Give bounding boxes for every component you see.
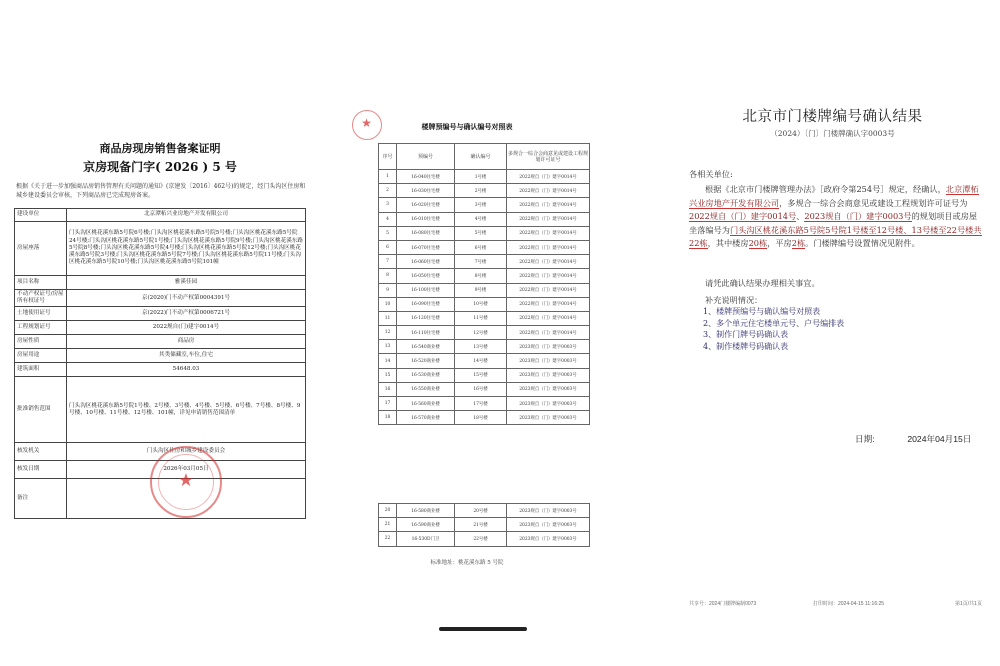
table-header-row	[379, 144, 590, 170]
permit-number: 2022规自（门）建字0014号	[507, 255, 590, 269]
permit-number: 2023规自（门）建字0003号	[507, 340, 590, 354]
permit-number: 2022规自（门）建字0014号	[507, 170, 590, 184]
table-row	[379, 382, 590, 396]
pre-number: 16-090住宅楼	[397, 297, 455, 311]
footer-print-time: 打印时间：2024-04-15 11:16:25	[813, 601, 885, 607]
row-index: 2	[379, 184, 397, 198]
row-index: 11	[379, 311, 397, 325]
instruction-text: 请凭此确认结果办理相关事宜。	[705, 278, 820, 288]
row-index: 12	[379, 326, 397, 340]
row-index: 22	[379, 532, 397, 546]
salutation: 各相关单位:	[689, 169, 733, 179]
table-row	[379, 226, 590, 240]
pre-number: 16-590商业楼	[397, 518, 455, 532]
list-item: 3、制作门牌号码确认表	[703, 330, 789, 339]
row-index: 15	[379, 368, 397, 382]
table-row	[15, 377, 306, 443]
permit-number: 2023规自（门）建字0003号	[507, 382, 590, 396]
confirmed-number: 7号楼	[455, 255, 507, 269]
permit-number: 2023规自（门）建字0003号	[507, 518, 590, 532]
confirmed-number: 16号楼	[455, 382, 507, 396]
permit-number: 2023规自（门）建字0003号	[507, 368, 590, 382]
list-item: 1、楼牌预编号与确认编号对照表	[703, 307, 821, 316]
issue-date	[855, 433, 971, 445]
table-row	[15, 290, 306, 307]
pre-number: 16-100住宅楼	[397, 283, 455, 297]
confirmation-title: 北京市门楼牌编号确认结果	[742, 109, 923, 125]
table-row	[379, 283, 590, 297]
row-value: 商品房	[67, 335, 306, 349]
pre-number: 16-580商业楼	[397, 504, 455, 518]
table-row	[379, 518, 590, 532]
date-value: 2024年04月15日	[907, 434, 972, 444]
pre-number: 16-050住宅楼	[397, 269, 455, 283]
number-mapping-table-continued	[378, 503, 590, 547]
table-row	[379, 368, 590, 382]
certificate-number: 京房现备门字( 2026 ) 5 号	[83, 160, 237, 174]
row-label: 批准销售范围	[15, 377, 67, 443]
permit-number: 2022规自（门）建字0014号	[507, 326, 590, 340]
row-index: 1	[379, 170, 397, 184]
col-header: 序号	[379, 144, 397, 170]
pre-number: 16-530商业楼	[397, 368, 455, 382]
row-label: 核发机关	[15, 443, 67, 461]
permit-number: 2022规自（门）建字0014号	[507, 184, 590, 198]
row-label: 核发日期	[15, 461, 67, 479]
permit-number: 2023规自（门）建字0003号	[507, 532, 590, 546]
footer-share-number: 共享号：2024门楼牌编制0073	[689, 601, 757, 607]
row-value: 2026年03月05日	[67, 461, 306, 479]
sales-record-certificate	[0, 94, 320, 634]
permit-number: 2022规自（门）建字0014号	[507, 297, 590, 311]
pre-number: 16-120住宅楼	[397, 311, 455, 325]
col-header: 确认编号	[455, 144, 507, 170]
pre-number: 16-550商业楼	[397, 382, 455, 396]
table-row	[379, 326, 590, 340]
row-label: 土地使用证号	[15, 307, 67, 321]
row-value: 门头沟区桃花溪东路5号院6号楼;门头沟区桃花溪东路5号院5号楼;门头沟区桃花溪东路5号院24号楼;门头沟区桃花溪东路5号院1号楼;门头沟区桃花溪东路5号院9号楼;门头沟区桃花溪东路5号院8号楼;门头沟区桃花溪东路5号院4号楼;门头沟区桃花溪东路5号院12号楼;门头沟区桃花溪东路5号院3号楼;门头沟区桃花溪东路5号院7号楼;门头沟区桃花溪东路5号院11号楼;门头沟区桃花溪东路5号院10号楼;门头沟区桃花溪东路5号院101幢	[67, 222, 306, 276]
table-row	[379, 170, 590, 184]
row-label: 建筑面积	[15, 363, 67, 377]
pre-number: 16-540商业楼	[397, 340, 455, 354]
table-row	[379, 212, 590, 226]
row-index: 3	[379, 198, 397, 212]
table-row	[379, 311, 590, 325]
certificate-intro: 根据《关于进一步加强商品房销售管理有关问题的通知》(京建发〔2016〕462号)的规定，经门头沟区住房和城乡建设委员会审核，下列商品房已完成现房备案。	[16, 183, 306, 199]
door-plate-confirmation	[665, 88, 1000, 636]
table-row	[379, 354, 590, 368]
permit-number: 2023规自（门）建字0003号	[507, 397, 590, 411]
pre-number: 16-070住宅楼	[397, 240, 455, 254]
building-number-table-page	[342, 94, 622, 634]
row-index: 16	[379, 382, 397, 396]
permit-number: 2023规自（门）建字0003号	[507, 354, 590, 368]
confirmation-body: 根据《北京市门楼牌管理办法》［政府令第254号］规定，经确认，北京潭柘兴业房地产开发有限公司，多规合一综合会商意见或建设工程规划许可证号为2022规自（门）建字0014号、2023规自（门）建字0003号的规划项目或房屋坐落编号为门头沟区桃花溪东路5号院5号院1号楼至12号楼、13号楼至22号楼共22栋，其中楼房20栋，平房2栋。门楼牌编号设置情况见附件。	[689, 184, 982, 249]
pre-number: 16-040住宅楼	[397, 170, 455, 184]
confirmed-number: 1号楼	[455, 170, 507, 184]
col-header: 多规合一综合会商意见或建设工程规划许可证号	[507, 144, 590, 170]
row-value: 2022规自(门)建字0014号	[67, 321, 306, 335]
confirmed-number: 12号楼	[455, 326, 507, 340]
standard-address: 标准地址：桃花溪东路 5 号院	[430, 560, 504, 566]
permit-number: 2022规自（门）建字0014号	[507, 212, 590, 226]
row-index: 8	[379, 269, 397, 283]
footer-page-number: 第1页/共1页	[955, 601, 982, 607]
permit-number: 2023规自（门）建字0003号	[507, 411, 590, 425]
table-row	[15, 335, 306, 349]
permit-number: 2022规自（门）建字0014号	[507, 226, 590, 240]
pre-number: 16-060住宅楼	[397, 255, 455, 269]
row-index: 17	[379, 397, 397, 411]
certificate-title: 商品房现房销售备案证明	[99, 142, 221, 155]
confirmation-number: （2024）〔门〕门楼牌确认字0003号	[770, 129, 895, 138]
confirmed-number: 13号楼	[455, 340, 507, 354]
row-value: 54648.03	[67, 363, 306, 377]
confirmed-number: 9号楼	[455, 283, 507, 297]
table-row	[15, 363, 306, 377]
row-index: 7	[379, 255, 397, 269]
confirmed-number: 3号楼	[455, 198, 507, 212]
pre-number: 16-080住宅楼	[397, 226, 455, 240]
row-index: 10	[379, 297, 397, 311]
confirmed-number: 6号楼	[455, 240, 507, 254]
confirmed-number: 11号楼	[455, 311, 507, 325]
permit-number: 2022规自（门）建字0014号	[507, 311, 590, 325]
row-index: 5	[379, 226, 397, 240]
row-label: 房屋座落	[15, 222, 67, 276]
row-value: 雅溪佳园	[67, 276, 306, 290]
confirmed-number: 8号楼	[455, 269, 507, 283]
permit-number: 2022规自（门）建字0014号	[507, 198, 590, 212]
confirmed-number: 17号楼	[455, 397, 507, 411]
pre-number: 16-560商业楼	[397, 397, 455, 411]
row-value: 京(2022)门不动产权第0006721号	[67, 307, 306, 321]
row-value: 北京潭柘兴业房地产开发有限公司	[67, 209, 306, 222]
table-row	[15, 276, 306, 290]
row-value: 门头沟区住房和城乡建设委员会	[67, 443, 306, 461]
row-index: 13	[379, 340, 397, 354]
home-indicator[interactable]	[439, 627, 527, 631]
table-row	[379, 411, 590, 425]
pre-number: 16-520商业楼	[397, 354, 455, 368]
row-index: 9	[379, 283, 397, 297]
official-seal: ★	[352, 110, 382, 140]
row-label: 工程规划证号	[15, 321, 67, 335]
permit-number: 2022规自（门）建字0014号	[507, 283, 590, 297]
permit-number: 2022规自（门）建字0014号	[507, 240, 590, 254]
confirmed-number: 4号楼	[455, 212, 507, 226]
table-row	[379, 532, 590, 546]
row-label: 备注	[15, 479, 67, 519]
confirmed-number: 18号楼	[455, 411, 507, 425]
table-row	[15, 321, 306, 335]
table-row	[15, 307, 306, 321]
list-item: 4、制作楼牌号码确认表	[703, 341, 789, 351]
col-header: 预编号	[397, 144, 455, 170]
table-row	[15, 222, 306, 276]
table-row	[15, 349, 306, 363]
row-value: 门头沟区桃花溪东路5号院1号楼、2号楼、3号楼、4号楼、5号楼、6号楼、7号楼、8号楼、9号楼、10号楼、11号楼、12号楼、101幢，详见申请销售范围清单	[67, 377, 306, 443]
row-index: 20	[379, 504, 397, 518]
table-row	[379, 240, 590, 254]
row-index: 18	[379, 411, 397, 425]
row-value: 其类储藏室,车位,住宅	[67, 349, 306, 363]
pre-number: 16-010住宅楼	[397, 212, 455, 226]
table-row	[379, 269, 590, 283]
date-label: 日期:	[855, 434, 875, 444]
list-item: 2、多个单元住宅楼单元号、户号编排表	[703, 318, 845, 328]
confirmed-number: 14号楼	[455, 354, 507, 368]
table-row	[379, 297, 590, 311]
confirmed-number: 15号楼	[455, 368, 507, 382]
table-row	[379, 255, 590, 269]
row-label: 不动产权证号/房屋所有权证号	[15, 290, 67, 307]
row-label: 房屋性质	[15, 335, 67, 349]
table-row	[379, 340, 590, 354]
supplement-title: 补充说明情况：	[705, 295, 763, 305]
row-label: 建设单位	[15, 209, 67, 222]
pre-number: 16-530D门卫	[397, 532, 455, 546]
pre-number: 16-570商业楼	[397, 411, 455, 425]
table-row	[379, 397, 590, 411]
table-row	[379, 198, 590, 212]
row-index: 21	[379, 518, 397, 532]
table-row	[379, 184, 590, 198]
confirmed-number: 21号楼	[455, 518, 507, 532]
table-row	[15, 209, 306, 222]
confirmed-number: 5号楼	[455, 226, 507, 240]
row-label: 项目名称	[15, 276, 67, 290]
supplement-list	[703, 306, 844, 352]
pre-number: 16-030住宅楼	[397, 184, 455, 198]
row-value: 京(2020)门不动产权第0004391号	[67, 290, 306, 307]
confirmed-number: 22号楼	[455, 532, 507, 546]
pre-number: 16-110住宅楼	[397, 326, 455, 340]
row-label: 房屋用途	[15, 349, 67, 363]
confirmed-number: 20号楼	[455, 504, 507, 518]
official-seal: ★	[150, 446, 222, 518]
row-index: 6	[379, 240, 397, 254]
row-index: 14	[379, 354, 397, 368]
table-row	[379, 504, 590, 518]
table-title: 楼牌预编号与确认编号对照表	[421, 122, 513, 131]
confirmed-number: 2号楼	[455, 184, 507, 198]
permit-number: 2022规自（门）建字0014号	[507, 269, 590, 283]
permit-number: 2023规自（门）建字0003号	[507, 504, 590, 518]
pre-number: 16-020住宅楼	[397, 198, 455, 212]
number-mapping-table	[378, 143, 590, 425]
confirmed-number: 10号楼	[455, 297, 507, 311]
row-index: 4	[379, 212, 397, 226]
